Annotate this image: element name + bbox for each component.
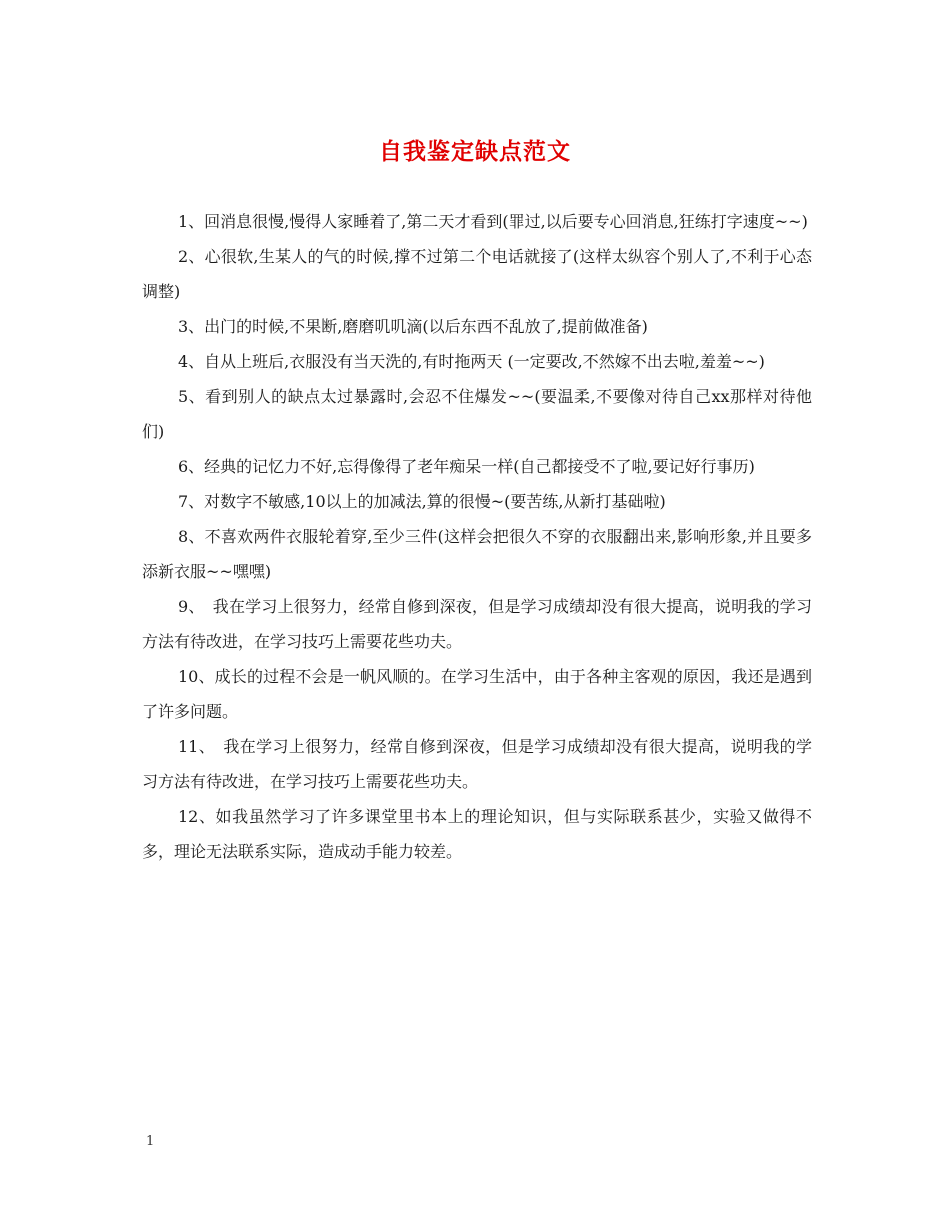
page-number: 1	[146, 1134, 155, 1149]
paragraph-6: 6、经典的记忆力不好,忘得像得了老年痴呆一样(自己都接受不了啦,要记好行事历)	[178, 457, 755, 476]
paragraph-11: 11、 我在学习上很努力，经常自修到深夜，但是学习成绩却没有很大提高，说明我的学习方法有待改进，在学习技巧上需要花些功夫。	[142, 737, 812, 791]
document-body	[142, 204, 812, 869]
paragraph-4: 4、自从上班后,衣服没有当天洗的,有时拖两天 (一定要改,不然嫁不出去啦,羞羞~~)	[178, 352, 765, 371]
paragraph-8: 8、不喜欢两件衣服轮着穿,至少三件(这样会把很久不穿的衣服翻出来,影响形象,并且要多添新衣服~~嘿嘿)	[142, 527, 812, 581]
paragraph-3: 3、出门的时候,不果断,磨磨叽叽滴(以后东西不乱放了,提前做准备)	[178, 317, 648, 336]
paragraph-7: 7、对数字不敏感,10以上的加减法,算的很慢~(要苦练,从新打基础啦)	[178, 492, 666, 511]
paragraph-9: 9、 我在学习上很努力，经常自修到深夜，但是学习成绩却没有很大提高，说明我的学习方法有待改进，在学习技巧上需要花些功夫。	[142, 597, 812, 651]
paragraph-1: 1、回消息很慢,慢得人家睡着了,第二天才看到(罪过,以后要专心回消息,狂练打字速度~~)	[178, 212, 808, 231]
paragraph-5: 5、看到别人的缺点太过暴露时,会忍不住爆发~~(要温柔,不要像对待自己xx那样对待他们)	[142, 387, 812, 441]
paragraph-2: 2、心很软,生某人的气的时候,撑不过第二个电话就接了(这样太纵容个别人了,不利于心态调整)	[142, 247, 812, 301]
paragraph-10: 10、成长的过程不会是一帆风顺的。在学习生活中，由于各种主客观的原因，我还是遇到了许多问题。	[142, 667, 812, 721]
paragraph-12: 12、如我虽然学习了许多课堂里书本上的理论知识，但与实际联系甚少，实验又做得不多，理论无法联系实际，造成动手能力较差。	[142, 807, 812, 861]
document-title: 自我鉴定缺点范文	[379, 138, 571, 165]
